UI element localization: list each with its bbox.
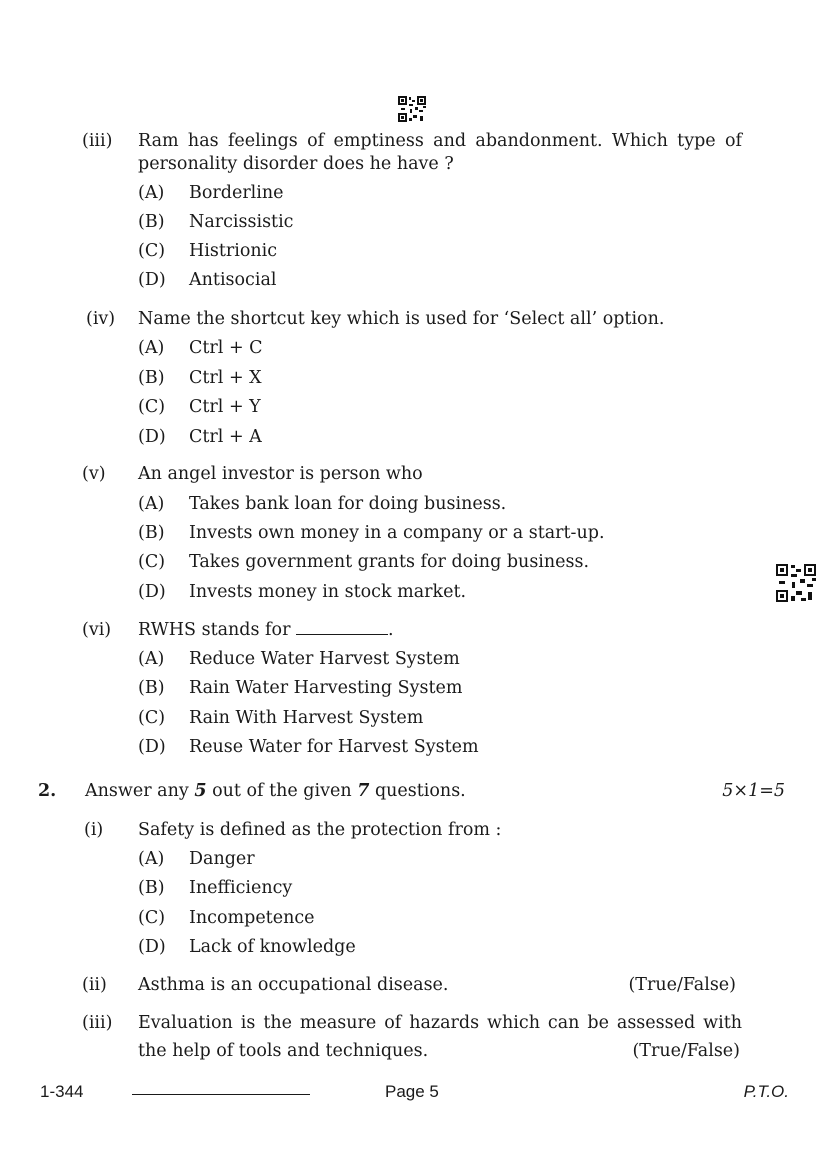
question-text: Evaluation is the measure of hazards which can be assessed with	[138, 1013, 742, 1033]
option-letter: (C)	[138, 397, 166, 417]
question-text: the help of tools and techniques.	[138, 1041, 429, 1061]
option-letter: (D)	[138, 270, 166, 290]
option-text: Antisocial	[189, 270, 277, 290]
option-letter: (A)	[138, 183, 165, 203]
question-number: (v)	[82, 464, 106, 484]
option-letter: (A)	[138, 849, 165, 869]
paper-code: 1-344	[40, 1082, 84, 1101]
option-text: Borderline	[189, 183, 284, 203]
option-text: Incompetence	[189, 908, 315, 928]
question-text: personality disorder does he have ?	[138, 154, 454, 174]
question-number: (iv)	[86, 309, 116, 329]
option-letter: (D)	[138, 582, 166, 602]
option-letter: (C)	[138, 908, 166, 928]
question-number: (ii)	[82, 975, 107, 995]
instruction-mid: out of the given	[212, 781, 352, 801]
section-instruction	[85, 780, 466, 802]
question-number: (vi)	[82, 620, 112, 640]
option-letter: (A)	[138, 649, 165, 669]
question-text	[138, 619, 394, 641]
option-letter: (A)	[138, 338, 165, 358]
instruction-count-total: 7	[357, 781, 370, 801]
option-text: Invests money in stock market.	[189, 582, 467, 602]
question-number: (i)	[84, 820, 104, 840]
option-text: Ctrl + X	[189, 368, 262, 388]
section-number: 2.	[38, 781, 57, 801]
option-text: Lack of knowledge	[189, 937, 356, 957]
option-text: Takes bank loan for doing business.	[189, 494, 507, 514]
option-letter: (C)	[138, 708, 166, 728]
option-text: Danger	[189, 849, 255, 869]
option-letter: (B)	[138, 678, 165, 698]
option-text: Ctrl + C	[189, 338, 263, 358]
instruction-post: questions.	[374, 781, 466, 801]
option-text: Ctrl + A	[189, 427, 262, 447]
question-text: An angel investor is person who	[138, 464, 423, 484]
question-text: Asthma is an occupational disease.	[138, 975, 449, 995]
question-text: Ram has feelings of emptiness and abandonment. Which type of	[138, 131, 742, 151]
option-text: Inefficiency	[189, 878, 293, 898]
option-letter: (D)	[138, 737, 166, 757]
question-number: (iii)	[82, 1013, 113, 1033]
question-number: (iii)	[82, 131, 113, 151]
option-letter: (D)	[138, 937, 166, 957]
option-text: Reuse Water for Harvest System	[189, 737, 479, 757]
option-text: Reduce Water Harvest System	[189, 649, 460, 669]
option-letter: (C)	[138, 241, 166, 261]
question-text: Name the shortcut key which is used for ‘Select all’ option.	[138, 309, 665, 329]
option-letter: (B)	[138, 523, 165, 543]
pto-label: P.T.O.	[743, 1082, 789, 1101]
option-letter: (A)	[138, 494, 165, 514]
page-number: Page 5	[385, 1082, 439, 1101]
qr-code-side	[776, 564, 816, 602]
option-letter: (C)	[138, 552, 166, 572]
option-text: Takes government grants for doing business.	[189, 552, 590, 572]
option-text: Narcissistic	[189, 212, 294, 232]
option-letter: (B)	[138, 368, 165, 388]
option-text: Invests own money in a company or a start-up.	[189, 523, 605, 543]
question-text: Safety is defined as the protection from :	[138, 820, 502, 840]
qr-code-top	[398, 96, 426, 122]
section-marks: 5×1=5	[722, 781, 785, 801]
true-false-hint: (True/False)	[632, 1041, 740, 1061]
option-text: Ctrl + Y	[189, 397, 261, 417]
question-text-before-blank: RWHS stands for	[138, 620, 291, 640]
instruction-count-answer: 5	[194, 781, 207, 801]
footer-divider	[132, 1094, 310, 1095]
option-letter: (D)	[138, 427, 166, 447]
option-text: Rain With Harvest System	[189, 708, 424, 728]
true-false-hint: (True/False)	[628, 975, 736, 995]
option-text: Histrionic	[189, 241, 278, 261]
option-letter: (B)	[138, 878, 165, 898]
instruction-pre: Answer any	[85, 781, 189, 801]
fill-in-blank	[296, 620, 388, 635]
option-letter: (B)	[138, 212, 165, 232]
option-text: Rain Water Harvesting System	[189, 678, 463, 698]
question-text-after-blank: .	[388, 620, 394, 640]
